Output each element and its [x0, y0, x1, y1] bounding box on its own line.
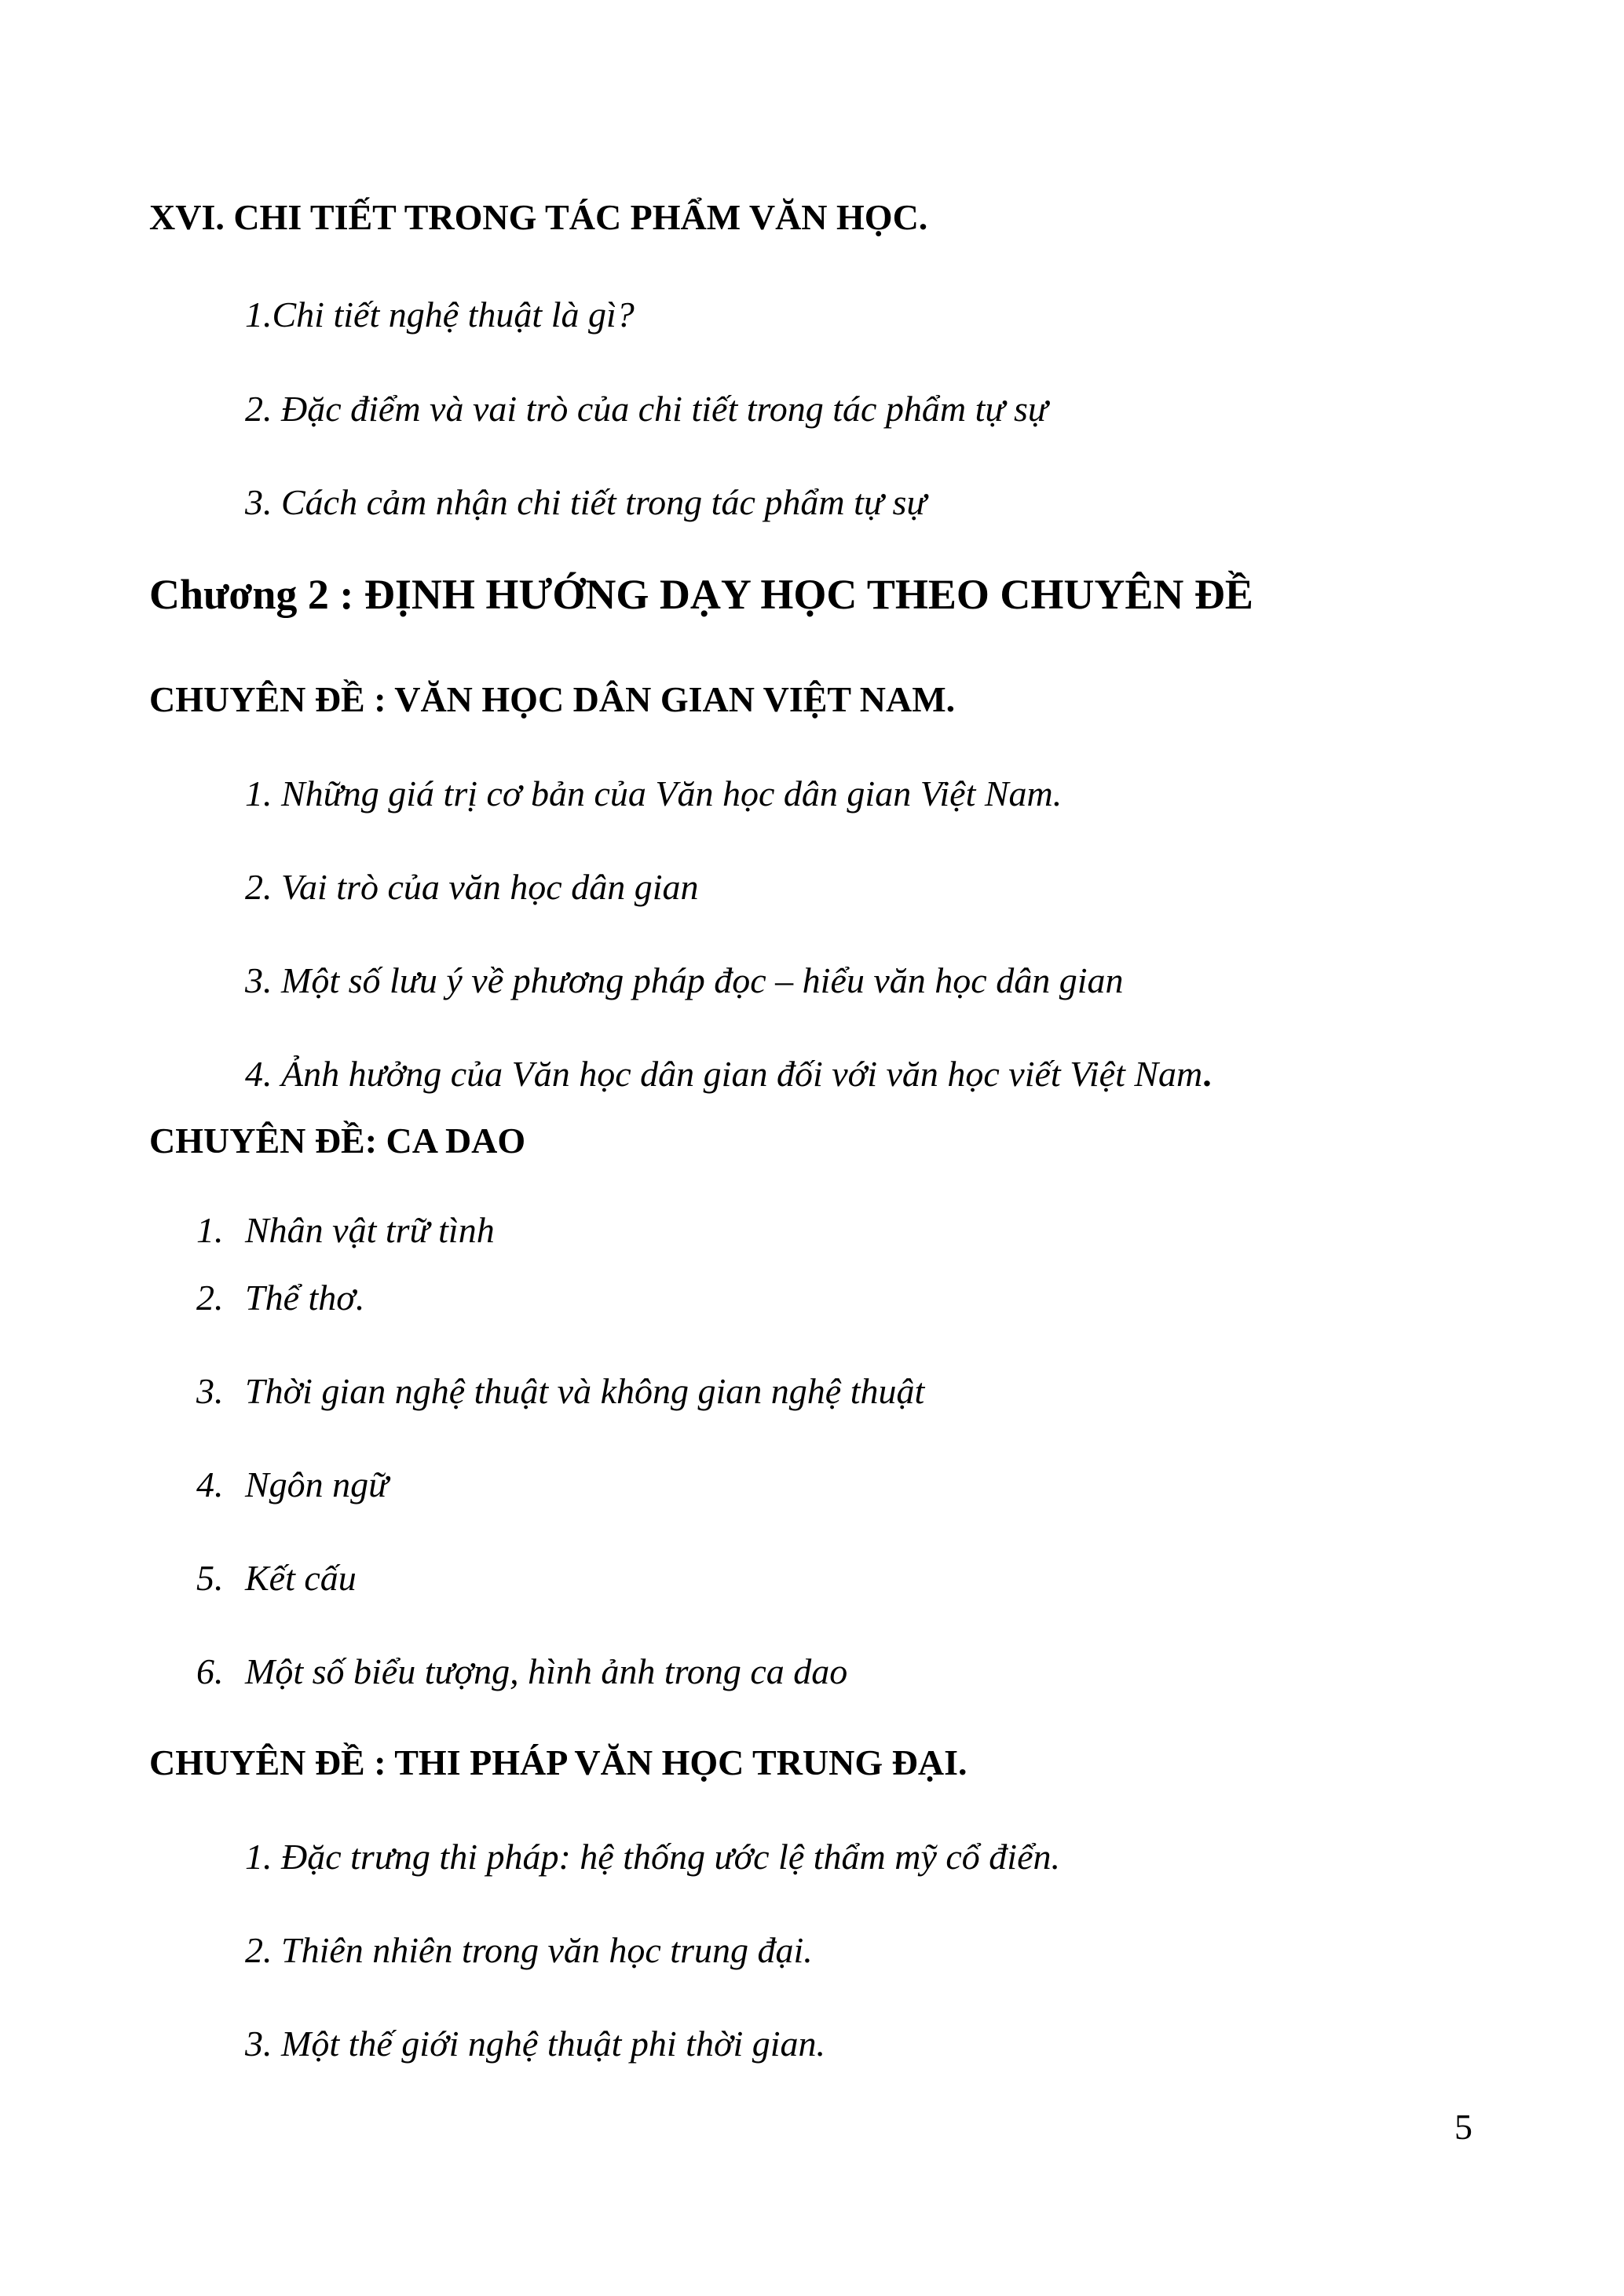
chapter-heading: Chương 2 : ĐỊNH HƯỚNG DẠY HỌC THEO CHUYÊN ĐỀ: [149, 571, 1253, 618]
section-heading: XVI. CHI TIẾT TRONG TÁC PHẨM VĂN HỌC.: [149, 197, 928, 237]
list-item-text: 4. Ảnh hưởng của Văn học dân gian đối với văn học viết Việt Nam: [245, 1054, 1203, 1094]
topic-heading: CHUYÊN ĐỀ : THI PHÁP VĂN HỌC TRUNG ĐẠI.: [149, 1742, 967, 1782]
list-item-text: Thể thơ.: [245, 1278, 365, 1318]
list-item-text: Thời gian nghệ thuật và không gian nghệ thuật: [245, 1371, 925, 1411]
list-item: 3. Cách cảm nhận chi tiết trong tác phẩm tự sự: [245, 482, 927, 522]
list-item: 2. Vai trò của văn học dân gian: [245, 867, 699, 907]
list-item: 2. Thiên nhiên trong văn học trung đại.: [245, 1930, 813, 1970]
list-item-text: Kết cấu: [245, 1558, 357, 1598]
list-number: 4.: [196, 1464, 224, 1504]
list-item-text: Ngôn ngữ: [245, 1464, 389, 1504]
list-item-text: Nhân vật trữ tình: [245, 1210, 495, 1250]
list-item: 2. Đặc điểm và vai trò của chi tiết trong tác phẩm tự sự: [245, 389, 1048, 429]
list-number: 3.: [196, 1371, 224, 1411]
list-item: 1.Chi tiết nghệ thuật là gì?: [245, 294, 635, 335]
topic-heading: CHUYÊN ĐỀ: CA DAO: [149, 1121, 526, 1161]
list-item: 1. Đặc trưng thi pháp: hệ thống ước lệ thẩm mỹ cổ điển.: [245, 1837, 1060, 1877]
list-item-text: Một số biểu tượng, hình ảnh trong ca dao: [245, 1651, 848, 1691]
page-number: 5: [1454, 2107, 1472, 2147]
list-number: 5.: [196, 1558, 224, 1598]
list-item-end-mark: .: [1202, 1054, 1212, 1094]
list-item: 3. Một số lưu ý về phương pháp đọc – hiểu văn học dân gian: [245, 960, 1124, 1000]
list-item: [245, 1056, 1212, 1092]
topic-heading: CHUYÊN ĐỀ : VĂN HỌC DÂN GIAN VIỆT NAM.: [149, 679, 956, 719]
list-number: 6.: [196, 1651, 224, 1691]
list-item: 1. Những giá trị cơ bản của Văn học dân gian Việt Nam.: [245, 773, 1063, 813]
list-item: 3. Một thế giới nghệ thuật phi thời gian.: [245, 2024, 826, 2064]
list-number: 2.: [196, 1278, 224, 1318]
list-number: 1.: [196, 1210, 224, 1250]
